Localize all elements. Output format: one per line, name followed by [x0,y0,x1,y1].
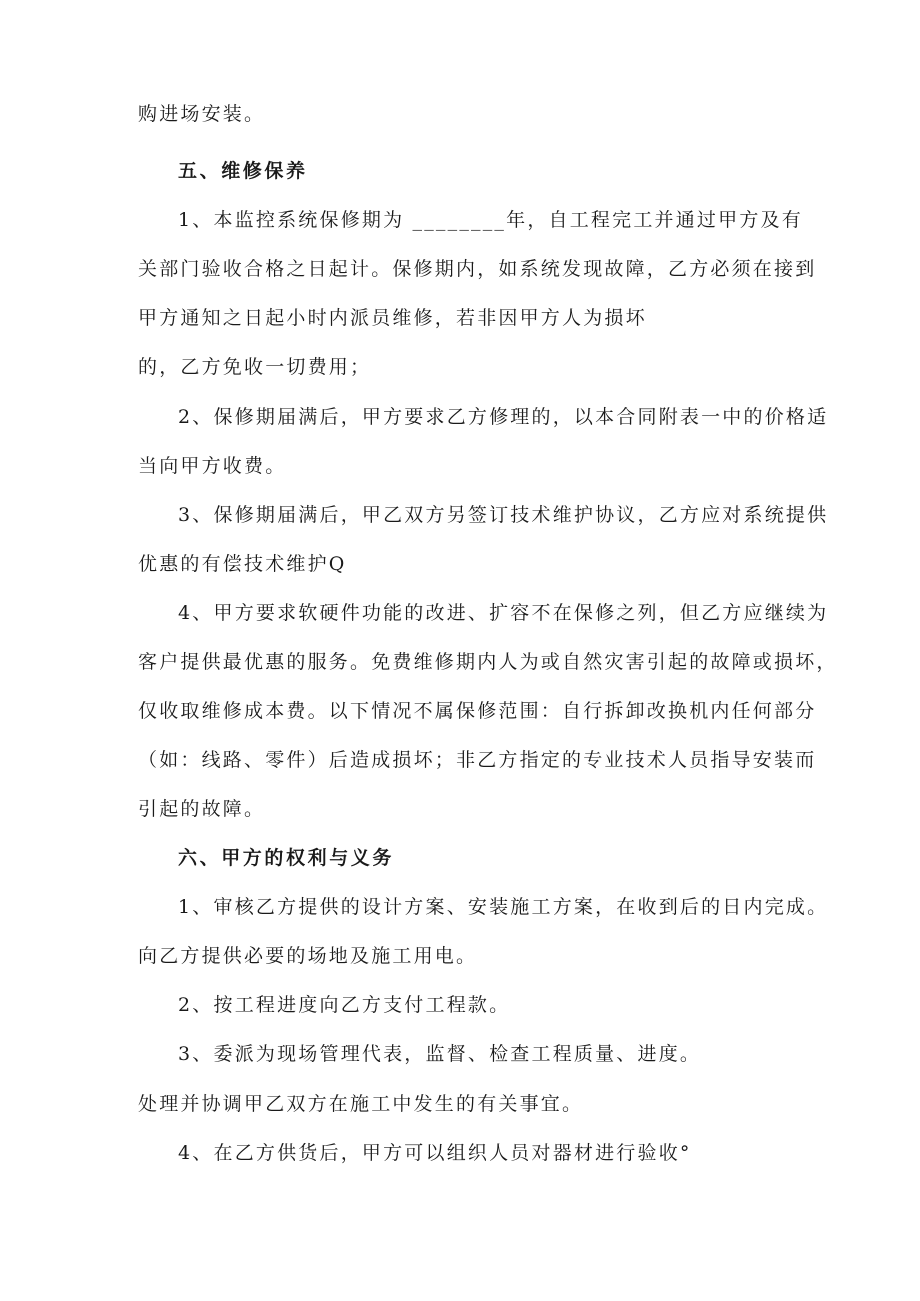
paragraph-line: 当向甲方收费。 [138,455,287,477]
paragraph-line: 处理并协调甲乙双方在施工中发生的有关事宜。 [138,1093,584,1115]
paragraph-line: 引起的故障。 [138,798,266,820]
paragraph-line: 的，乙方免收一切费用； [138,356,372,378]
section-heading-maintenance: 五、维修保养 [178,160,308,182]
paragraph-line: 购进场安装。 [138,103,266,125]
paragraph-line: 2、保修期届满后，甲方要求乙方修理的，以本合同附表一中的价格适 [178,406,829,428]
paragraph-line: 优惠的有偿技术维护Q [138,553,347,575]
paragraph-line: 关部门验收合格之日起计。保修期内，如系统发现故障，乙方必须在接到 [138,258,817,280]
paragraph-line: 4、甲方要求软硬件功能的改进、扩容不在保修之列，但乙方应继续为 [178,602,829,624]
paragraph-line: 2、按工程进度向乙方支付工程款。 [178,994,511,1016]
paragraph-line: 向乙方提供必要的场地及施工用电。 [138,945,478,967]
paragraph-line: 1、审核乙方提供的设计方案、安装施工方案，在收到后的日内完成。 [178,896,829,918]
paragraph-line: 4、在乙方供货后，甲方可以组织人员对器材进行验收° [178,1142,692,1164]
paragraph-line: （如：线路、零件）后造成损坏；非乙方指定的专业技术人员指导安装而 [138,749,817,771]
paragraph-line: 1、本监控系统保修期为 ________年，自工程完工并通过甲方及有 [178,209,803,231]
paragraph-line: 3、委派为现场管理代表，监督、检查工程质量、进度。 [178,1043,702,1065]
paragraph-line: 客户提供最优惠的服务。免费维修期内人为或自然灾害引起的故障或损坏， [138,651,838,673]
section-heading-party-a-rights: 六、甲方的权利与义务 [178,847,395,869]
paragraph-line: 甲方通知之日起小时内派员维修，若非因甲方人为损坏 [138,307,647,329]
paragraph-line: 仅收取维修成本费。以下情况不属保修范围：自行拆卸改换机内任何部分 [138,700,817,722]
paragraph-line: 3、保修期届满后，甲乙双方另签订技术维护协议，乙方应对系统提供 [178,504,829,526]
